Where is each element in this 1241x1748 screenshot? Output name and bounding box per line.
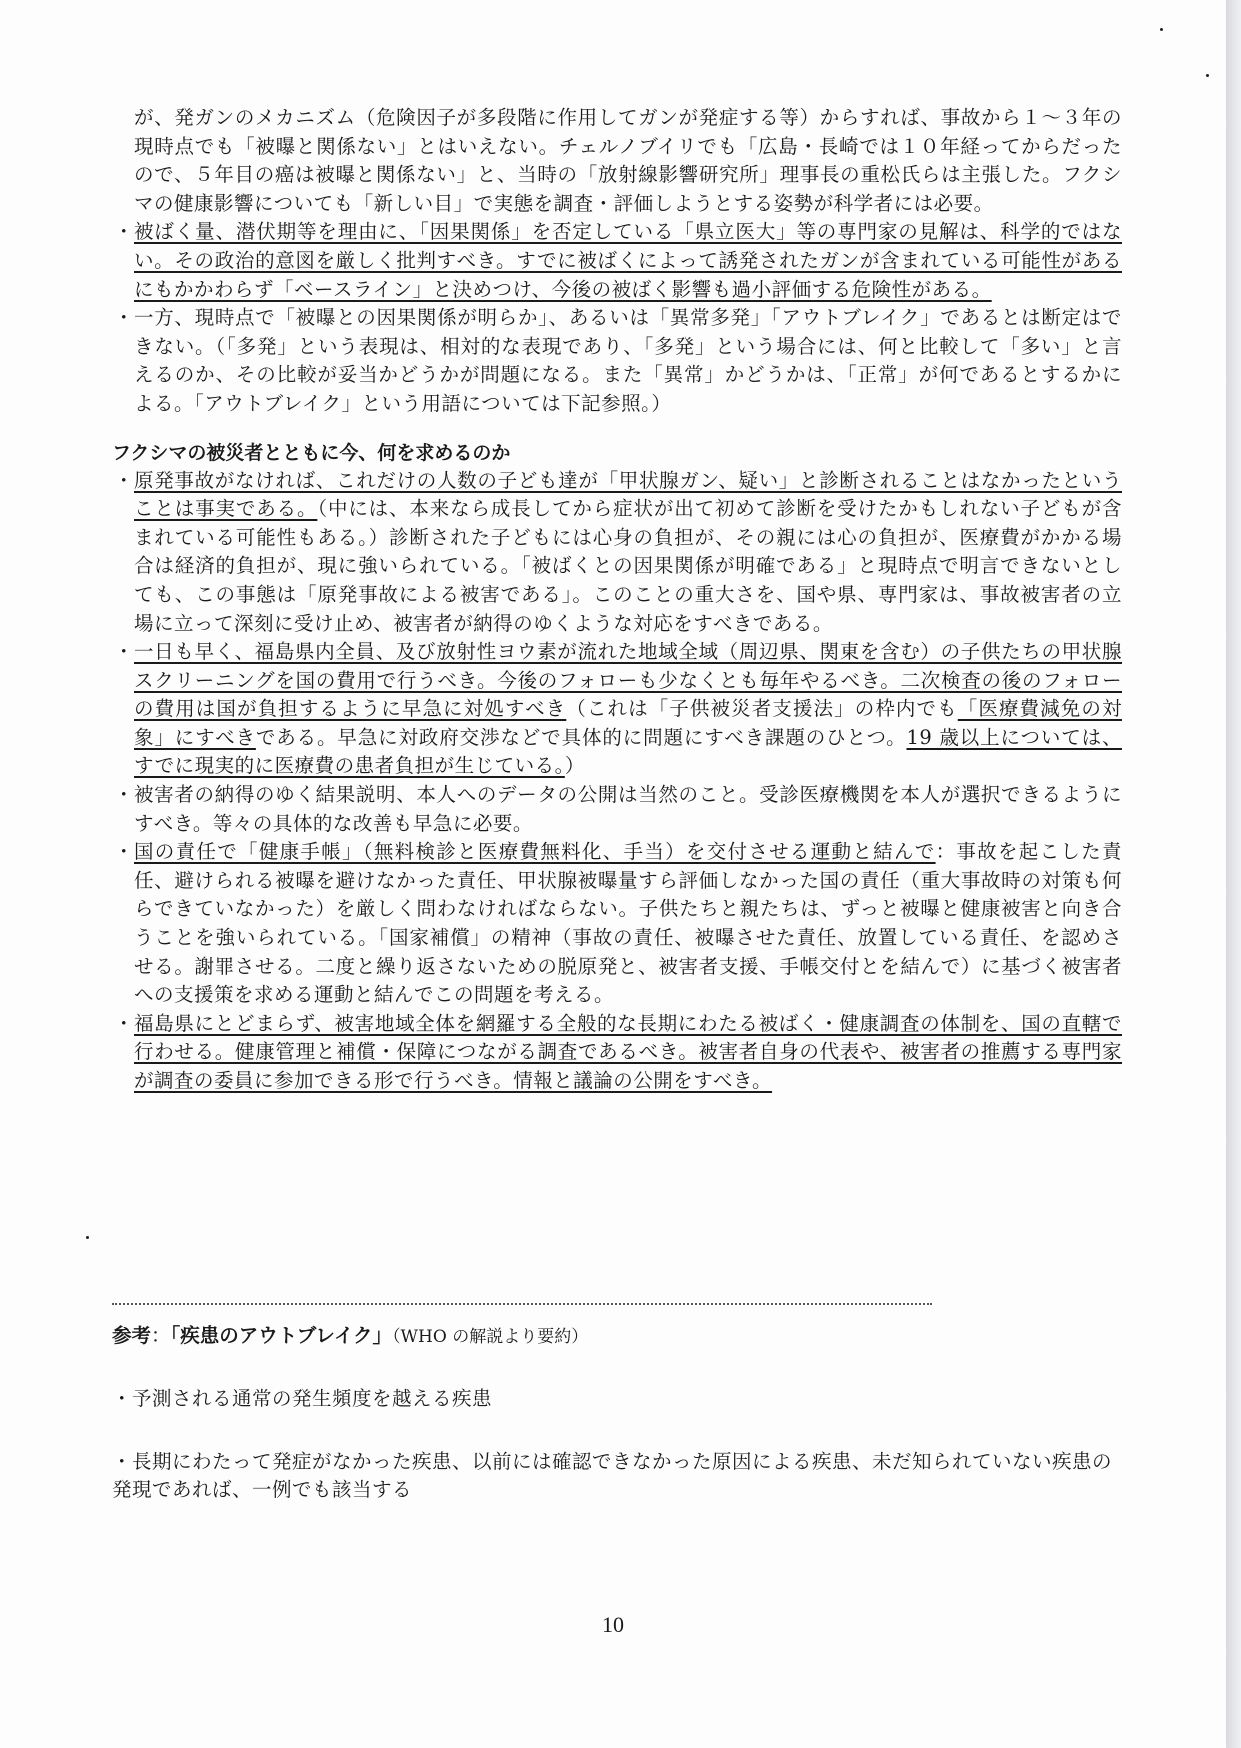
bullet-mark: ・	[114, 840, 134, 864]
list-item-text: （これは「子供被災者支援法」の枠内でも	[566, 697, 958, 721]
list-item	[112, 638, 1122, 781]
scan-edge	[1226, 0, 1241, 1748]
section-heading: フクシマの被災者とともに今、何を求めるのか	[112, 441, 511, 464]
reference-colon: ：	[151, 1324, 171, 1347]
scan-speck	[1206, 74, 1209, 77]
underlined-text: 福島県にとどまらず、被害地域全体を網羅する全般的な長期にわたる被ばく・健康調査の体制を、国の直轄で行わせる。健康管理と補償・保障につながる調査であるべき。被害者自身の代表や、被害者の推薦する専門家が調査の委員に参加できる形で行うべき。情報と議論の公開をすべき。	[134, 1011, 1122, 1092]
bullet-mark: ・	[114, 640, 134, 664]
underlined-text: 原発事故がなければ、これだけの人数の子ども達が「甲状腺ガン、疑い」と診断されることはなかったということは事実である。	[134, 468, 1122, 521]
reference-item: ・予測される通常の発生頻度を越える疾患	[112, 1387, 493, 1410]
intro-paragraph: が、発ガンのメカニズム（危険因子が多段階に作用してガンが発症する等）からすれば、事故から１～３年の現時点でも「被曝と関係ない」とはいえない。チェルノブイリでも「広島・長崎では１０年経ってからだったので、５年目の癌は被曝と関係ない」と、当時の「放射線影響研究所」理事長の重松氏らは主張した。フクシマの健康影響についても「新しい目」で実態を調査・評価しようとする姿勢が科学者には必要。	[134, 106, 1122, 215]
list-item-text: （中には、本来なら成長してから症状が出て初めて診断を受けたかもしれない子どもが含まれている可能性もある。）診断された子どもには心身の負担が、その親には心の負担が、医療費がかかる場合は経済的負担が、現に強いられている。「被ばくとの因果関係が明確である」と現時点で明言できないとしても、この事態は「原発事故による被害である」。このことの重大さを、国や県、専門家は、事故被害者の立場に立って深刻に受け止め、被害者が納得のゆくような対応をすべきである。	[134, 497, 1122, 635]
reference-source: （WHO の解説より要約）	[392, 1327, 589, 1347]
reference-item: ・長期にわたって発症がなかった疾患、以前には確認できなかった原因による疾患、未だ知られていない疾患の発現であれば、一例でも該当する	[112, 1449, 1113, 1502]
underlined-text: 一日も早く、福島県内全員、及び放射性ヨウ素が流れた地域全域（周辺県、関東を含む）の子供たちの甲状腺スクリーニングを国の費用で行うべき。今後のフォローも少なくとも毎年やるべき。二次検査の後のフォローの費用は国が負担するように早急に対処すべき	[134, 640, 1122, 721]
underlined-text: 19 歳以上については、すでに現実的に医療費の患者負担が生じている。	[134, 725, 1122, 778]
list-item	[112, 1010, 1122, 1096]
list-item-text: ：事故を起こした責任、避けられる被曝を避けなかった責任、甲状腺被曝量すら評価しなかった国の責任（重大事故時の対策も何らできていなかった）を厳しく問わなければならない。子供たちと親たちは、ずっと被曝と健康被害と向き合うことを強いられている。「国家補償」の精神（事故の責任、被曝させた責任、放置している責任、を認めさせる。謝罪させる。二度と繰り返さないための脱原発と、被害者支援、手帳交付とを結んで）に基づく被害者への支援策を求める運動と結んでこの問題を考える。	[134, 840, 1122, 1007]
bullet-mark: ・	[114, 783, 134, 807]
list-item	[112, 838, 1122, 1010]
bullet-mark: ・	[114, 220, 134, 244]
list-item	[112, 218, 1122, 304]
list-item	[112, 781, 1122, 838]
list-item	[112, 467, 1122, 639]
underlined-text: 「医療費減免の対象」にすべき	[134, 697, 1122, 749]
list-item-text: 一方、現時点で「被曝との因果関係が明らか」、あるいは「異常多発」「アウトブレイク」であるとは断定はできない。（「多発」という表現は、相対的な表現であり、「多発」という場合には、何と比較して「多い」と言えるのか、その比較が妥当かどうかが問題になる。また「異常」かどうかは、「正常」が何であるとするかによる。「アウトブレイク」という用語については下記参照。）	[134, 306, 1122, 415]
reference-heading	[112, 1322, 1122, 1351]
underlined-text: 国の責任で「健康手帳」（無料検診と医療費無料化、手当）を交付させる運動と結んで	[134, 840, 936, 864]
bullet-mark: ・	[114, 468, 134, 492]
bullet-mark: ・	[114, 306, 134, 330]
scan-speck	[86, 1236, 89, 1239]
scan-speck	[1160, 28, 1163, 31]
list-item-text: である。早急に対政府交渉などで具体的に問題にすべき課題のひとつ。	[255, 725, 907, 749]
main-content	[112, 104, 1122, 1096]
list-item-text: ）	[564, 754, 585, 778]
page-number: 10	[602, 1612, 624, 1637]
bullet-mark: ・	[114, 1011, 134, 1035]
underlined-text: 被ばく量、潜伏期等を理由に、「因果関係」を否定している「県立医大」等の専門家の見解は、科学的ではない。その政治的意図を厳しく批判すべき。すでに被ばくによって誘発されたガンが含まれている可能性があるにもかかわらず「ベースライン」と決めつけ、今後の被ばく影響も過小評価する危険性がある。	[134, 220, 1122, 301]
list-item	[112, 304, 1122, 418]
reference-label: 参考	[112, 1324, 152, 1347]
reference-section	[112, 1322, 1122, 1505]
list-item-text: 被害者の納得のゆく結果説明、本人へのデータの公開は当然のこと。受診医療機関を本人が選択できるようにすべき。等々の具体的な改善も早急に必要。	[134, 783, 1122, 835]
dotted-divider	[112, 1303, 932, 1305]
reference-title: 「疾患のアウトブレイク」	[170, 1324, 393, 1347]
